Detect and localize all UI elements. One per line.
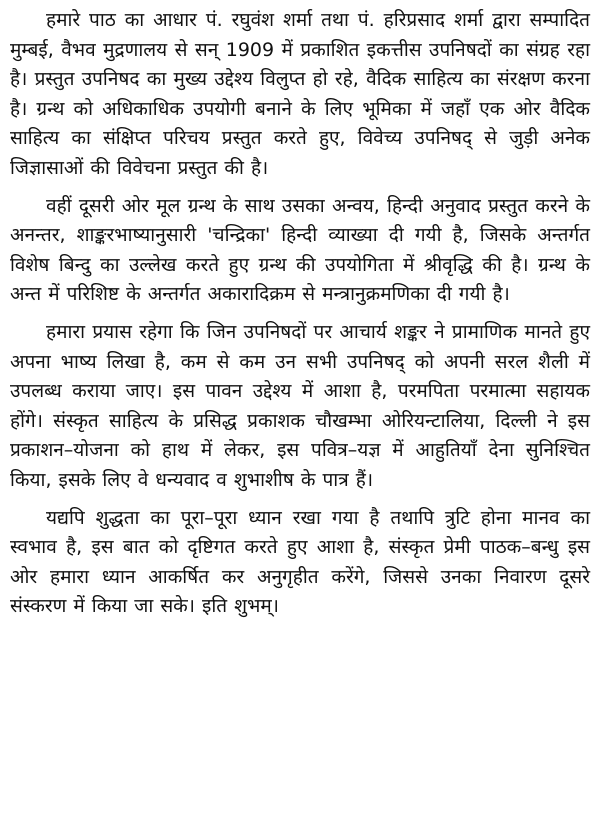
- paragraph-source-text: हमारे पाठ का आधार पं. रघुवंश शर्मा तथा पं. हरिप्रसाद शर्मा द्वारा सम्पादित मुम्बई, वैभव मुद्रणालय से सन् 1909 में प्रकाशित इकत्तीस उपनिषदों का संग्रह रहा है। प्रस्तुत उपनिषद का मुख्य उद्देश्य विलुप्त हो रहे, वैदिक साहित्य का संरक्षण करना है। ग्रन्थ को अधिकाधिक उपयोगी बनाने के लिए भूमिका में जहाँ एक ओर वैदिक साहित्य का संक्षिप्त परिचय प्रस्तुत करते हुए, विवेच्य उपनिषद् से जुड़ी अनेक जिज्ञासाओं की विवेचना प्रस्तुत की है।: [10, 9, 590, 179]
- paragraph-translation: वहीं दूसरी ओर मूल ग्रन्थ के साथ उसका अन्वय, हिन्दी अनुवाद प्रस्तुत करने के अनन्तर, शाङ्करभाष्यानुसारी 'चन्द्रिका' हिन्दी व्याख्या दी गयी है, जिसके अन्तर्गत विशेष बिन्दु का उल्लेख करते हुए ग्रन्थ की उपयोगिता में श्रीवृद्धि की है। ग्रन्थ के अन्त में परिशिष्ट के अन्तर्गत अकारादिक्रम से मन्त्रानुक्रमणिका दी गयी है।: [10, 194, 590, 306]
- paragraph-errata-request: यद्यपि शुद्धता का पूरा–पूरा ध्यान रखा गया है तथापि त्रुटि होना मानव का स्वभाव है, इस बात को दृष्टिगत करते हुए आशा है, संस्कृत प्रेमी पाठक–बन्धु इस ओर हमारा ध्यान आकर्षित कर अनुगृहीत करेंगे, जिससे उनका निवारण दूसरे संस्करण में किया जा सके। इति शुभम्।: [10, 506, 590, 618]
- paragraph-aim-and-thanks: हमारा प्रयास रहेगा कि जिन उपनिषदों पर आचार्य शङ्कर ने प्रामाणिक मानते हुए अपना भाष्य लिखा है, कम से कम उन सभी उपनिषद् को अपनी सरल शैली में उपलब्ध कराया जाए। इस पावन उद्देश्य में आशा है, परमपिता परमात्मा सहायक होंगे। संस्कृत साहित्य के प्रसिद्ध प्रकाशक चौखम्भा ओरियन्टालिया, दिल्ली ने इस प्रकाशन–योजना को हाथ में लेकर, इस पवित्र–यज्ञ में आहुतियाँ देना सुनिश्चित किया, इसके लिए वे धन्यवाद व शुभाशीष के पात्र हैं।: [10, 320, 590, 491]
